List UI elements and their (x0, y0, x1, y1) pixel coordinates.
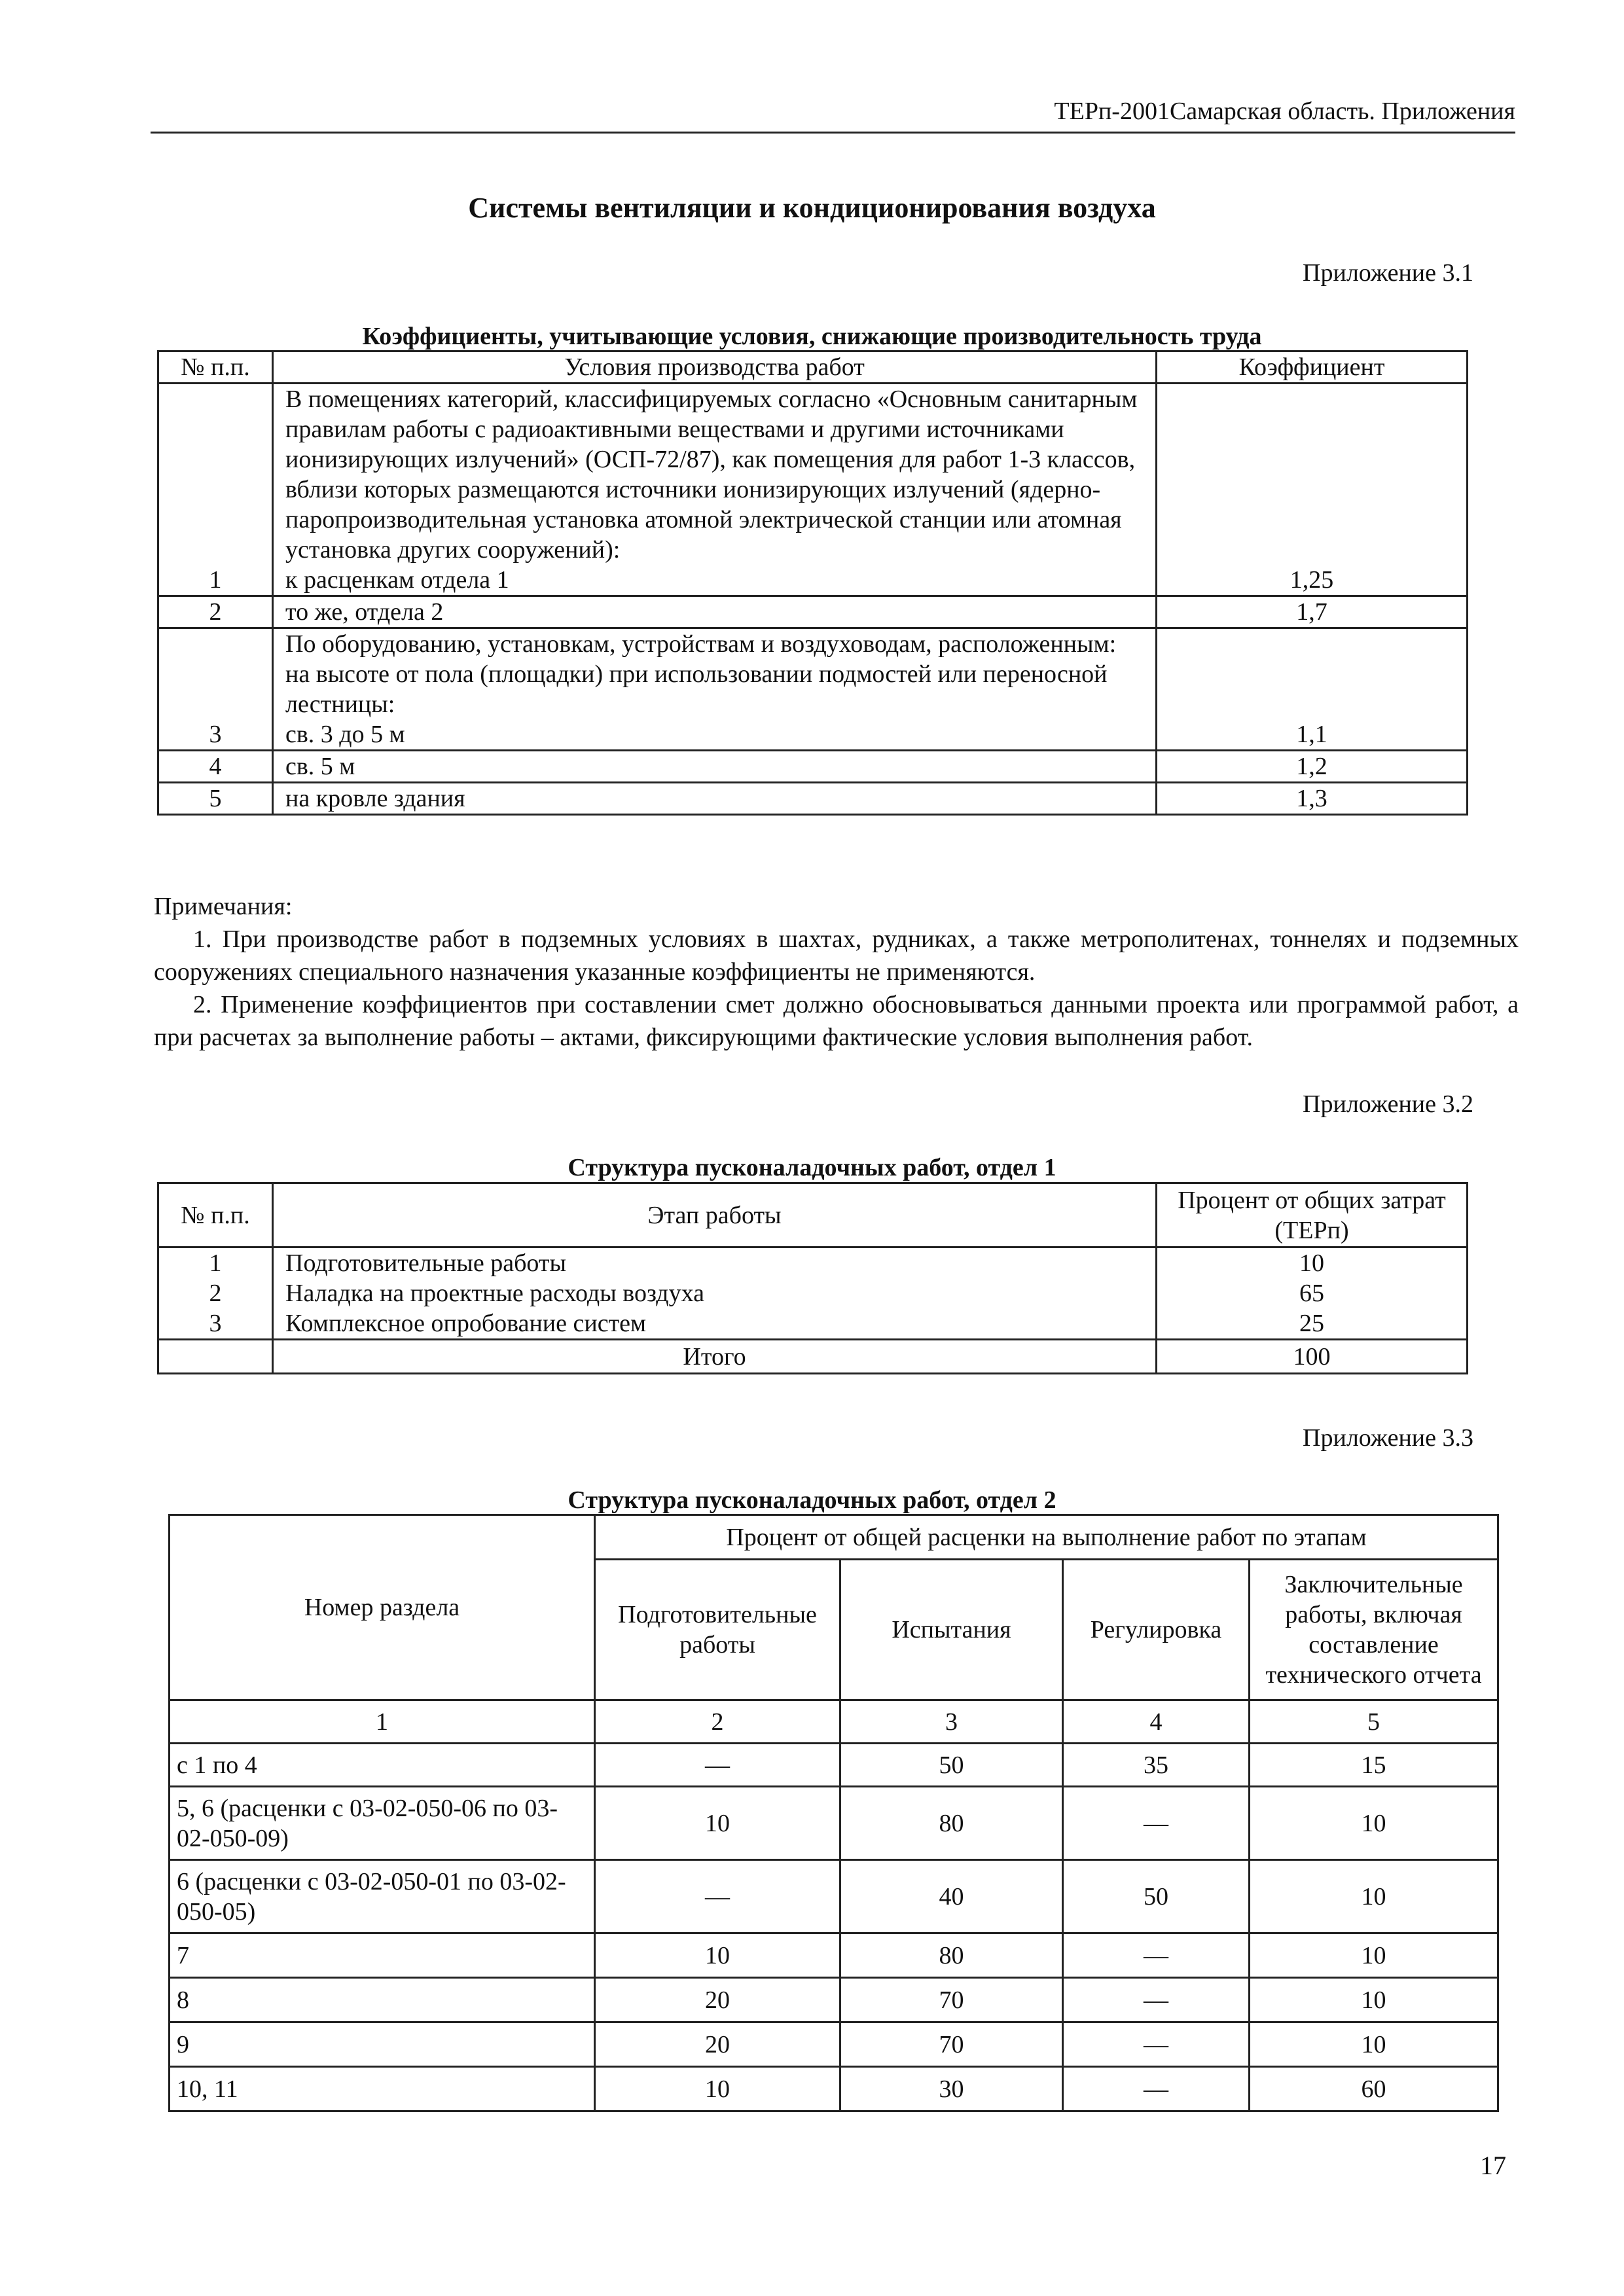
row-condition (273, 384, 1157, 596)
condition-subitem: св. 3 до 5 м (285, 721, 405, 748)
condition-subitem: к расценкам отдела 1 (285, 566, 509, 594)
notes-block (154, 890, 1519, 1054)
appendix-label-3-1: Приложение 3.1 (1303, 259, 1473, 287)
row-section: 5, 6 (расценки с 03-02-050-06 по 03-02-050-09) (170, 1787, 595, 1860)
row-section: 9 (170, 2022, 595, 2067)
row-condition: на кровле здания (273, 783, 1157, 815)
row-testing: 80 (840, 1933, 1063, 1978)
total-row (158, 1340, 1468, 1374)
header-group: Процент от общей расценки на выполнение работ по этапам (595, 1515, 1498, 1560)
row-num: 1 (158, 384, 273, 596)
appendix-label-3-3: Приложение 3.3 (1303, 1424, 1473, 1452)
row-section: с 1 по 4 (170, 1744, 595, 1787)
column-number: 1 (170, 1700, 595, 1744)
commissioning-structure-table-1 (157, 1182, 1468, 1374)
table-row (170, 2067, 1498, 2111)
condition-text: В помещениях категорий, классифицируемых согласно «Основным санитарным правилам работы с радиоактивными веществами и другими источниками ионизирующих излучений» (ОСП-72/87), как помещения для работ 1-3 классов, вблизи которых размещаются источники ионизирующих излучений (ядерно-паропроизводительная установка атомной электрической станции или атомная установка других сооружений): (285, 386, 1138, 564)
total-label: Итого (273, 1340, 1157, 1374)
header-percent: Процент от общих затрат (ТЕРп) (1157, 1183, 1468, 1247)
row-adjustment: — (1063, 1933, 1250, 1978)
total-percent: 100 (1157, 1340, 1468, 1374)
row-num: 5 (158, 783, 273, 815)
column-number: 5 (1250, 1700, 1498, 1744)
table-caption-3-3: Структура пусконаладочных работ, отдел 2 (568, 1486, 1056, 1514)
header-testing: Испытания (840, 1560, 1063, 1700)
row-preparatory: 10 (595, 1933, 840, 1978)
row-preparatory: 20 (595, 2022, 840, 2067)
table-row (170, 1978, 1498, 2022)
row-adjustment: — (1063, 1978, 1250, 2022)
table-row (170, 1744, 1498, 1787)
column-number-row (170, 1700, 1498, 1744)
header-num: № п.п. (158, 1183, 273, 1247)
row-final: 60 (1250, 2067, 1498, 2111)
row-stage: Подготовительные работы (273, 1247, 1157, 1279)
table-header-row (158, 1183, 1468, 1247)
row-adjustment: — (1063, 2022, 1250, 2067)
row-percent: 65 (1157, 1278, 1468, 1308)
header-adjustment: Регулировка (1063, 1560, 1250, 1700)
row-section: 10, 11 (170, 2067, 595, 2111)
header-preparatory: Подготовительные работы (595, 1560, 840, 1700)
row-percent: 10 (1157, 1247, 1468, 1279)
total-empty-cell (158, 1340, 273, 1374)
header-stage: Этап работы (273, 1183, 1157, 1247)
row-adjustment: — (1063, 2067, 1250, 2111)
row-final: 10 (1250, 1860, 1498, 1933)
header-num: № п.п. (158, 351, 273, 384)
row-percent: 25 (1157, 1308, 1468, 1340)
row-testing: 30 (840, 2067, 1063, 2111)
row-preparatory: 10 (595, 2067, 840, 2111)
table-row (158, 1247, 1468, 1279)
row-final: 10 (1250, 2022, 1498, 2067)
row-coefficient: 1,25 (1157, 384, 1468, 596)
row-condition (273, 628, 1157, 751)
table-row (158, 384, 1468, 596)
row-condition: св. 5 м (273, 751, 1157, 783)
header-coefficient: Коэффициент (1157, 351, 1468, 384)
row-testing: 40 (840, 1860, 1063, 1933)
row-preparatory: 20 (595, 1978, 840, 2022)
row-coefficient: 1,1 (1157, 628, 1468, 751)
page-number: 17 (1480, 2151, 1506, 2180)
table-row (170, 1860, 1498, 1933)
row-testing: 80 (840, 1787, 1063, 1860)
row-final: 10 (1250, 1787, 1498, 1860)
row-coefficient: 1,2 (1157, 751, 1468, 783)
column-number: 3 (840, 1700, 1063, 1744)
condition-text-2: на высоте от пола (площадки) при использовании подмостей или переносной лестницы: (285, 660, 1108, 718)
table-row (158, 751, 1468, 783)
table-row (170, 1787, 1498, 1860)
row-num: 1 (158, 1247, 273, 1279)
row-section: 7 (170, 1933, 595, 1978)
row-num: 3 (158, 628, 273, 751)
row-section: 6 (расценки с 03-02-050-01 по 03-02-050-05) (170, 1860, 595, 1933)
row-adjustment: 50 (1063, 1860, 1250, 1933)
row-final: 10 (1250, 1978, 1498, 2022)
notes-heading: Примечания: (154, 893, 293, 920)
row-preparatory: — (595, 1744, 840, 1787)
header-section: Номер раздела (170, 1515, 595, 1700)
row-adjustment: — (1063, 1787, 1250, 1860)
table-row (158, 783, 1468, 815)
page-title: Системы вентиляции и кондиционирования воздуха (468, 192, 1156, 224)
row-testing: 70 (840, 1978, 1063, 2022)
row-final: 10 (1250, 1933, 1498, 1978)
appendix-label-3-2: Приложение 3.2 (1303, 1090, 1473, 1118)
row-num: 2 (158, 596, 273, 628)
header-condition: Условия производства работ (273, 351, 1157, 384)
row-num: 4 (158, 751, 273, 783)
row-num: 2 (158, 1278, 273, 1308)
note-item: 1. При производстве работ в подземных условиях в шахтах, рудниках, а также метрополитенах, тоннелях и подземных сооружениях специального назначения указанные коэффициенты не применяются. (154, 925, 1519, 986)
row-section: 8 (170, 1978, 595, 2022)
running-header: ТЕРп-2001Самарская область. Приложения (151, 98, 1515, 134)
table-row (158, 596, 1468, 628)
table-row (158, 628, 1468, 751)
header-final: Заключительные работы, включая составление технического отчета (1250, 1560, 1498, 1700)
row-stage: Наладка на проектные расходы воздуха (273, 1278, 1157, 1308)
table-header-row (158, 351, 1468, 384)
table-caption-3-1: Коэффициенты, учитывающие условия, снижающие производительность труда (362, 323, 1262, 350)
table-row (170, 2022, 1498, 2067)
table-row (158, 1308, 1468, 1340)
table-header-row (170, 1515, 1498, 1560)
table-caption-3-2: Структура пусконаладочных работ, отдел 1 (568, 1154, 1056, 1181)
row-adjustment: 35 (1063, 1744, 1250, 1787)
condition-text: По оборудованию, установкам, устройствам и воздуховодам, расположенным: (285, 630, 1117, 658)
column-number: 2 (595, 1700, 840, 1744)
row-condition: то же, отдела 2 (273, 596, 1157, 628)
coefficients-table (157, 350, 1468, 816)
table-row (170, 1933, 1498, 1978)
table-row (158, 1278, 1468, 1308)
row-coefficient: 1,7 (1157, 596, 1468, 628)
row-preparatory: — (595, 1860, 840, 1933)
note-item: 2. Применение коэффициентов при составлении смет должно обосновываться данными проекта или программой работ, а при расчетах за выполнение работы – актами, фиксирующими фактические условия выполнения работ. (154, 991, 1519, 1051)
row-preparatory: 10 (595, 1787, 840, 1860)
row-coefficient: 1,3 (1157, 783, 1468, 815)
row-num: 3 (158, 1308, 273, 1340)
row-final: 15 (1250, 1744, 1498, 1787)
commissioning-structure-table-2 (168, 1514, 1499, 2112)
column-number: 4 (1063, 1700, 1250, 1744)
row-testing: 50 (840, 1744, 1063, 1787)
row-stage: Комплексное опробование систем (273, 1308, 1157, 1340)
row-testing: 70 (840, 2022, 1063, 2067)
